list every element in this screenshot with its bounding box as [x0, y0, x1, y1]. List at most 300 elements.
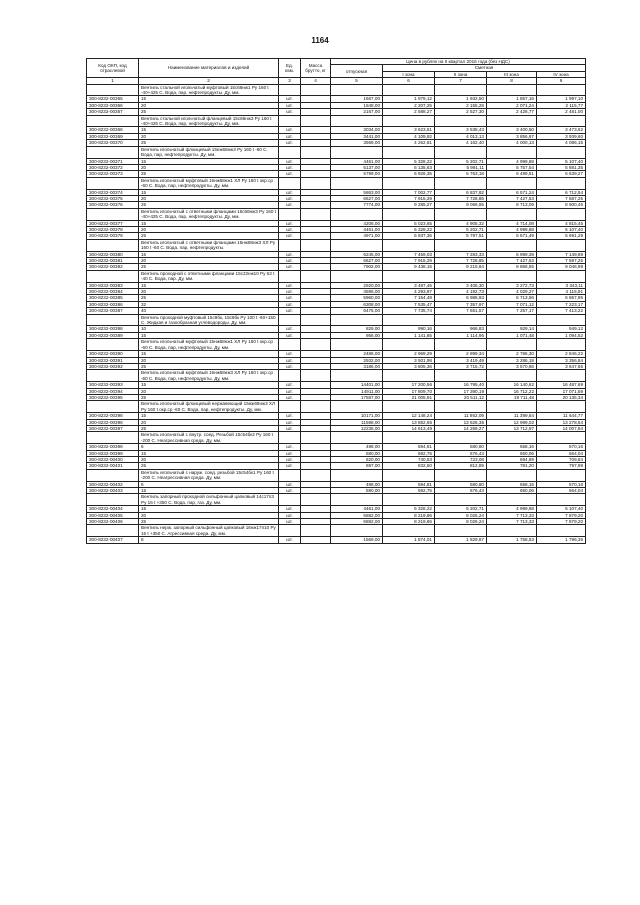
cell-zone-1: 6 926,35	[383, 171, 435, 177]
cell-size: 15	[139, 351, 279, 357]
section-header-row	[87, 115, 586, 127]
cell-unit: шт.	[279, 357, 301, 363]
section-header-row	[87, 177, 586, 189]
section-header-row	[87, 239, 586, 251]
cell-unit: шт.	[279, 189, 301, 195]
cell-size: 25	[139, 233, 279, 239]
cell-zone-2: 16 795,40	[435, 382, 487, 388]
cell-zone-3: 12 999,02	[487, 419, 537, 425]
cell-zone-2: 17 390,19	[435, 388, 487, 394]
cell-release: 620,00	[331, 457, 383, 463]
cell-unit	[279, 339, 301, 351]
cell-zone-1: 7 735,74	[383, 308, 435, 314]
cell-zone-4	[537, 239, 586, 251]
cell-zone-4: 3 939,60	[537, 133, 586, 139]
cell-release	[331, 339, 383, 351]
cell-zone-3: 7 713,33	[487, 512, 537, 518]
cell-code	[87, 115, 139, 127]
cell-zone-4	[537, 469, 586, 481]
cell-zone-2: 676,43	[435, 450, 487, 456]
cell-zone-3: 1 758,53	[487, 537, 537, 543]
cell-unit: шт.	[279, 295, 301, 301]
cell-zone-2: 8 026,24	[435, 519, 487, 525]
cell-mass	[301, 270, 331, 282]
cell-code: 300-8232-00401	[87, 463, 139, 469]
cell-code: 300-8232-00367	[87, 109, 139, 115]
column-number: 1	[87, 78, 139, 84]
cell-size: 15	[139, 506, 279, 512]
cell-zone-2: 812,89	[435, 463, 487, 469]
section-title: Вентиль игольчатый с внутр. соед. Резьбой 15с54бк2 Ру 160 t -200 С. Неагрессивная среда. Ду, мм.	[139, 432, 279, 444]
cell-zone-2: 9 215,84	[435, 264, 487, 270]
cell-zone-2	[435, 432, 487, 444]
cell-size: 25	[139, 394, 279, 400]
cell-zone-2	[435, 370, 487, 382]
section-header-row	[87, 469, 586, 481]
cell-zone-2: 4 013,13	[435, 133, 487, 139]
cell-zone-2: 4 162,40	[435, 140, 487, 146]
cell-zone-3: 3 400,50	[487, 127, 537, 133]
cell-release: 7902,00	[331, 264, 383, 270]
cell-code: 300-8232-00383	[87, 282, 139, 288]
cell-release: 2920,00	[331, 282, 383, 288]
cell-zone-4: 709,84	[537, 457, 586, 463]
cell-zone-1: 8 219,86	[383, 512, 435, 518]
section-header-row	[87, 432, 586, 444]
cell-release: 10171,00	[331, 413, 383, 419]
cell-zone-2: 7 728,85	[435, 258, 487, 264]
cell-zone-1: 990,16	[383, 326, 435, 332]
cell-zone-4: 20 135,34	[537, 394, 586, 400]
cell-unit	[279, 239, 301, 251]
cell-zone-1: 3 487,45	[383, 282, 435, 288]
cell-mass	[301, 208, 331, 220]
cell-size: 20	[139, 289, 279, 295]
cell-code: 300-8232-00395	[87, 394, 139, 400]
cell-zone-3	[487, 469, 537, 481]
cell-release: 2486,00	[331, 351, 383, 357]
cell-release	[331, 314, 383, 326]
cell-zone-3: 650,06	[487, 488, 537, 494]
cell-code: 300-8232-00387	[87, 308, 139, 314]
cell-zone-4: 7 879,20	[537, 519, 586, 525]
cell-zone-4: 7 149,89	[537, 251, 586, 257]
cell-mass	[301, 494, 331, 506]
cell-release: 1848,00	[331, 102, 383, 108]
cell-unit: шт.	[279, 308, 301, 314]
cell-code: 300-8232-00400	[87, 457, 139, 463]
cell-zone-1: 7 915,29	[383, 258, 435, 264]
cell-zone-4: 5 691,29	[537, 233, 586, 239]
cell-zone-4: 3 647,65	[537, 363, 586, 369]
cell-code: 300-8232-00370	[87, 140, 139, 146]
section-header-row	[87, 84, 586, 96]
cell-size: 25	[139, 295, 279, 301]
cell-zone-3	[487, 208, 537, 220]
cell-size: 8	[139, 537, 279, 543]
cell-zone-2	[435, 177, 487, 189]
cell-code: 300-8232-00366	[87, 102, 139, 108]
cell-zone-3: 781,20	[487, 463, 537, 469]
cell-zone-4: 2 846,22	[537, 351, 586, 357]
cell-code: 300-8232-00368	[87, 127, 139, 133]
cell-zone-2	[435, 239, 487, 251]
cell-zone-1: 7 154,48	[383, 295, 435, 301]
cell-unit: шт.	[279, 264, 301, 270]
cell-zone-4: 7 413,22	[537, 308, 586, 314]
section-title: Вентиль стальной игольчатый муфтовый 15с68нж1 Ру 160 t -40+425 С. Вода, пар, нефтепродукты. Ду, мм.	[139, 84, 279, 96]
cell-size: 15	[139, 282, 279, 288]
cell-size: 20	[139, 195, 279, 201]
cell-zone-3	[487, 177, 537, 189]
cell-code: 300-8232-00391	[87, 357, 139, 363]
cell-size: 15	[139, 127, 279, 133]
cell-zone-1: 4 109,92	[383, 133, 435, 139]
cell-size: 15	[139, 332, 279, 338]
cell-zone-1: 1 979,12	[383, 96, 435, 102]
cell-code: 300-8232-00382	[87, 264, 139, 270]
cell-zone-3: 7 427,53	[487, 258, 537, 264]
cell-zone-3: 4 999,88	[487, 158, 537, 164]
cell-zone-3: 2 786,30	[487, 351, 537, 357]
cell-size: 10	[139, 326, 279, 332]
cell-release	[331, 239, 383, 251]
cell-zone-2: 4 192,73	[435, 289, 487, 295]
cell-release: 580,00	[331, 488, 383, 494]
cell-zone-4: 3 343,11	[537, 282, 586, 288]
cell-zone-1: 17 200,56	[383, 382, 435, 388]
cell-zone-3: 6 571,24	[487, 189, 537, 195]
cell-zone-3: 16 140,62	[487, 382, 537, 388]
cell-unit: шт.	[279, 133, 301, 139]
column-number: 5	[331, 78, 383, 84]
section-header-row	[87, 146, 586, 158]
cell-zone-2: 6 763,18	[435, 171, 487, 177]
section-title: Вентиль игольчатый фланцевый нержавеющий 15нж68нж3 ХЛ Ру 160 t окр.ср -60 С. Вода, пар, нефтепродукты. Ду, мм.	[139, 401, 279, 413]
cell-zone-4: 6 639,27	[537, 171, 586, 177]
cell-release: 14911,00	[331, 388, 383, 394]
cell-code	[87, 370, 139, 382]
cell-zone-3: 4 029,27	[487, 289, 537, 295]
section-title: Вентиль игольчатый с наруж. соед. резьбой 15с54бк1 Ру 160 t -200 С. Неагрессивная среда. Ду, мм.	[139, 469, 279, 481]
cell-size: 20	[139, 133, 279, 139]
cell-zone-1	[383, 432, 435, 444]
cell-code	[87, 84, 139, 96]
cell-zone-2	[435, 469, 487, 481]
cell-zone-3	[487, 432, 537, 444]
cell-size: 20	[139, 419, 279, 425]
cell-zone-4: 2 481,00	[537, 109, 586, 115]
cell-release: 11598,00	[331, 419, 383, 425]
cell-zone-1: 4 293,87	[383, 289, 435, 295]
cell-release	[331, 270, 383, 282]
cell-unit: шт.	[279, 102, 301, 108]
cell-code	[87, 401, 139, 413]
cell-zone-3: 13 712,97	[487, 425, 537, 431]
cell-unit: шт.	[279, 301, 301, 307]
cell-zone-1: 2 969,29	[383, 351, 435, 357]
cell-zone-4	[537, 208, 586, 220]
cell-zone-2: 5 202,71	[435, 158, 487, 164]
cell-release: 2932,00	[331, 357, 383, 363]
cell-zone-3	[487, 339, 537, 351]
header-release: отпускная	[331, 65, 383, 78]
cell-zone-4: 9 046,99	[537, 264, 586, 270]
cell-zone-4: 13 278,54	[537, 419, 586, 425]
column-number: 7	[435, 78, 487, 84]
cell-zone-3: 1 857,16	[487, 96, 537, 102]
cell-size: 6	[139, 481, 279, 487]
cell-unit: шт.	[279, 251, 301, 257]
cell-release: 6627,00	[331, 258, 383, 264]
cell-unit	[279, 270, 301, 282]
cell-zone-2: 3 405,30	[435, 282, 487, 288]
cell-size: 25	[139, 140, 279, 146]
cell-zone-2: 580,80	[435, 444, 487, 450]
cell-zone-1: 2 588,27	[383, 109, 435, 115]
cell-unit: шт.	[279, 96, 301, 102]
cell-mass	[301, 537, 331, 543]
cell-unit	[279, 84, 301, 96]
cell-unit: шт.	[279, 332, 301, 338]
cell-zone-2	[435, 494, 487, 506]
cell-size: 25	[139, 171, 279, 177]
cell-zone-4: 1 094,52	[537, 332, 586, 338]
cell-unit: шт.	[279, 388, 301, 394]
cell-code	[87, 469, 139, 481]
column-number: 4	[301, 78, 331, 84]
cell-zone-3: 8 856,55	[487, 264, 537, 270]
cell-release	[331, 401, 383, 413]
cell-release	[331, 494, 383, 506]
cell-zone-2	[435, 525, 487, 537]
cell-unit: шт.	[279, 226, 301, 232]
cell-release: 6475,00	[331, 308, 383, 314]
cell-zone-3: 3 272,73	[487, 282, 537, 288]
cell-zone-4	[537, 115, 586, 127]
cell-zone-1: 5 328,22	[383, 158, 435, 164]
cell-code: 300-8232-00388	[87, 326, 139, 332]
cell-mass	[301, 401, 331, 413]
cell-code: 300-8232-00393	[87, 382, 139, 388]
cell-unit: шт.	[279, 512, 301, 518]
cell-zone-2: 7 357,97	[435, 301, 487, 307]
cell-zone-3	[487, 84, 537, 96]
header-unit: Ед. изм.	[279, 59, 301, 78]
cell-zone-2: 676,43	[435, 488, 487, 494]
section-title: Вентиль нерж. запорный сильфонный цапковый 16нж17п10 Ру 16 t +350 С. Агрессивная среда. Ду, мм.	[139, 525, 279, 537]
section-title: Вентиль проходной муфтовый 15с9бк, 15с9бк Ру 100 t -60+150 С. Жидкая и газообразная углеводороды. Ду, мм.	[139, 314, 279, 326]
cell-mass	[301, 84, 331, 96]
cell-unit	[279, 115, 301, 127]
cell-mass	[301, 432, 331, 444]
cell-code: 300-8232-00389	[87, 332, 139, 338]
cell-zone-2	[435, 314, 487, 326]
cell-zone-1	[383, 339, 435, 351]
cell-zone-4: 1 997,10	[537, 96, 586, 102]
section-header-row	[87, 314, 586, 326]
column-number: 3	[279, 78, 301, 84]
header-zone-1: I зона	[383, 71, 435, 77]
cell-zone-2	[435, 84, 487, 96]
column-number: 8	[487, 78, 537, 84]
cell-zone-3: 3 856,67	[487, 133, 537, 139]
cell-zone-3: 19 711,48	[487, 394, 537, 400]
cell-zone-4: 11 644,77	[537, 413, 586, 419]
cell-zone-3: 3 570,86	[487, 363, 537, 369]
cell-unit	[279, 208, 301, 220]
cell-unit: шт.	[279, 282, 301, 288]
cell-release	[331, 177, 383, 189]
cell-zone-1: 1 874,01	[383, 537, 435, 543]
cell-unit: шт.	[279, 195, 301, 201]
cell-size: 15	[139, 220, 279, 226]
cell-unit: шт.	[279, 140, 301, 146]
cell-unit: шт.	[279, 481, 301, 487]
cell-code: 300-8232-00406	[87, 519, 139, 525]
cell-zone-4: 5 107,40	[537, 226, 586, 232]
cell-zone-1: 832,50	[383, 463, 435, 469]
cell-release	[331, 115, 383, 127]
cell-code: 300-8232-00399	[87, 450, 139, 456]
cell-code: 300-8232-00396	[87, 413, 139, 419]
cell-zone-2: 1 829,87	[435, 537, 487, 543]
cell-code	[87, 177, 139, 189]
cell-zone-4: 3 473,62	[537, 127, 586, 133]
cell-zone-4: 2 115,77	[537, 102, 586, 108]
cell-zone-4	[537, 401, 586, 413]
cell-zone-1: 13 852,65	[383, 419, 435, 425]
cell-release: 7774,00	[331, 202, 383, 208]
cell-zone-2: 6 985,93	[435, 295, 487, 301]
cell-zone-3: 6 713,56	[487, 295, 537, 301]
cell-zone-4: 4 086,15	[537, 140, 586, 146]
cell-zone-2: 2 527,30	[435, 109, 487, 115]
cell-zone-4: 570,16	[537, 444, 586, 450]
cell-unit: шт.	[279, 419, 301, 425]
cell-release: 3441,00	[331, 133, 383, 139]
section-header-row	[87, 339, 586, 351]
cell-code: 300-8232-00404	[87, 506, 139, 512]
cell-unit: шт.	[279, 519, 301, 525]
cell-release	[331, 84, 383, 96]
header-mass: Масса брутто, кг	[301, 59, 331, 78]
cell-zone-3	[487, 370, 537, 382]
cell-unit: шт.	[279, 506, 301, 512]
cell-code: 300-8232-00374	[87, 189, 139, 195]
cell-zone-3	[487, 270, 537, 282]
cell-size: 20	[139, 457, 279, 463]
cell-zone-2: 966,83	[435, 326, 487, 332]
cell-unit	[279, 494, 301, 506]
cell-unit: шт.	[279, 463, 301, 469]
cell-unit: шт.	[279, 164, 301, 170]
cell-zone-1: 7 535,47	[383, 301, 435, 307]
cell-release: 6627,00	[331, 195, 383, 201]
cell-size: 15	[139, 450, 279, 456]
cell-release: 17587,00	[331, 394, 383, 400]
cell-zone-2: 11 862,09	[435, 413, 487, 419]
cell-zone-3: 929,14	[487, 326, 537, 332]
cell-code: 300-8232-00397	[87, 425, 139, 431]
cell-zone-1: 594,81	[383, 444, 435, 450]
cell-zone-4	[537, 270, 586, 282]
cell-zone-4: 6 857,95	[537, 295, 586, 301]
cell-zone-1: 6 135,63	[383, 164, 435, 170]
cell-unit: шт.	[279, 127, 301, 133]
cell-zone-2: 3 538,43	[435, 127, 487, 133]
cell-zone-4	[537, 432, 586, 444]
cell-code: 300-8232-00381	[87, 258, 139, 264]
cell-size: 40	[139, 308, 279, 314]
cell-size: 20	[139, 388, 279, 394]
cell-zone-3: 8 713,09	[487, 202, 537, 208]
cell-unit: шт.	[279, 457, 301, 463]
cell-zone-3: 6 499,51	[487, 171, 537, 177]
cell-zone-4: 14 007,84	[537, 425, 586, 431]
cell-unit: шт.	[279, 382, 301, 388]
cell-code	[87, 494, 139, 506]
cell-size: 25	[139, 363, 279, 369]
cell-unit: шт.	[279, 444, 301, 450]
cell-code: 300-8232-00396	[87, 419, 139, 425]
cell-release: 498,00	[331, 481, 383, 487]
cell-zone-4: 664,04	[537, 450, 586, 456]
cell-zone-1: 1 141,85	[383, 332, 435, 338]
cell-unit: шт.	[279, 351, 301, 357]
cell-unit: шт.	[279, 363, 301, 369]
cell-code: 300-8232-00402	[87, 481, 139, 487]
cell-release	[331, 370, 383, 382]
cell-code: 300-8232-00365	[87, 96, 139, 102]
cell-zone-4: 16 487,69	[537, 382, 586, 388]
cell-unit	[279, 314, 301, 326]
cell-zone-1	[383, 239, 435, 251]
cell-release: 6308,00	[331, 301, 383, 307]
cell-release: 5960,00	[331, 295, 383, 301]
cell-zone-4	[537, 339, 586, 351]
section-title: Вентиль игольчатый фланцевый 15нж68нж3 Ру 160 t -60 С. Вода, пар, нефтепродукты. Ду, мм.	[139, 146, 279, 158]
cell-zone-4: 7 879,20	[537, 512, 586, 518]
cell-zone-4	[537, 525, 586, 537]
cell-code: 300-8232-00373	[87, 171, 139, 177]
cell-zone-2	[435, 115, 487, 127]
cell-code: 300-8232-00371	[87, 158, 139, 164]
cell-zone-3: 7 713,33	[487, 519, 537, 525]
column-number: 2	[139, 78, 279, 84]
cell-size: 20	[139, 357, 279, 363]
cell-unit	[279, 146, 301, 158]
section-title: Вентиль игольчатый с ответными фланцами 15с68нж3 Ру 160 t -40+425 С. Вода, пар, нефтепродукты. Ду, мм.	[139, 208, 279, 220]
cell-zone-4: 570,16	[537, 481, 586, 487]
cell-zone-1: 21 005,91	[383, 394, 435, 400]
table-body	[87, 84, 586, 543]
cell-zone-1	[383, 177, 435, 189]
cell-unit: шт.	[279, 202, 301, 208]
cell-zone-1	[383, 84, 435, 96]
cell-unit: шт.	[279, 488, 301, 494]
cell-unit: шт.	[279, 233, 301, 239]
header-zone-2: II зона	[435, 71, 487, 77]
cell-code	[87, 432, 139, 444]
cell-unit: шт.	[279, 425, 301, 431]
cell-size: 20	[139, 258, 279, 264]
cell-zone-4: 5 107,40	[537, 506, 586, 512]
cell-code: 300-8232-00386	[87, 301, 139, 307]
cell-size: 20	[139, 226, 279, 232]
column-number: 9	[537, 78, 586, 84]
cell-release: 6882,00	[331, 512, 383, 518]
